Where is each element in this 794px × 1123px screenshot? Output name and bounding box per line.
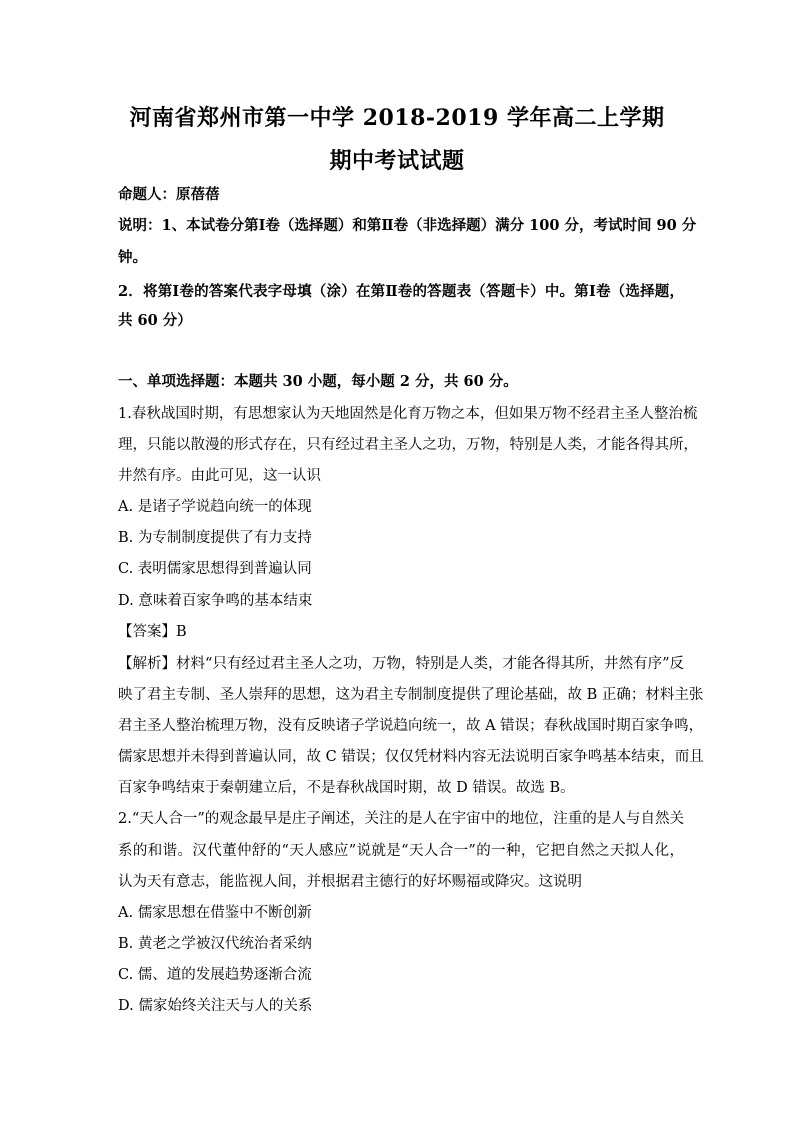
q1-analysis-line: 儒家思想并未得到普遍认同，故 C 错误；仅仅凭材料内容无法说明百家争鸣基本结束，而且 — [118, 749, 704, 765]
q2-stem-line: 认为天有意志，能监视人间，并根据君主德行的好坏赐福或降灾。这说明 — [118, 874, 582, 890]
q2-stem-line: 2.“天人合一”的观念最早是庄子阐述，关注的是人在宇宙中的地位，注重的是人与自然关 — [118, 811, 684, 827]
q1-analysis-line: 君主圣人整治梳理万物，没有反映诸子学说趋向统一，故 A 错误；春秋战国时期百家争鸣， — [118, 718, 704, 734]
q1-option-c: C. 表明儒家思想得到普遍认同 — [118, 561, 312, 577]
q1-analysis-line: 百家争鸣结束于秦朝建立后，不是春秋战国时期，故 D 错误。故选 B。 — [118, 780, 575, 796]
instruction-2-cont: 共 60 分） — [118, 312, 192, 329]
q1-option-d: D. 意味着百家争鸣的基本结束 — [118, 593, 313, 609]
q1-answer: 【答案】B — [118, 624, 187, 640]
q1-analysis-line: 【解析】材料“只有经过君主圣人之功，万物，特别是人类，才能各得其所，井然有序”反 — [118, 656, 684, 672]
q1-stem-line: 井然有序。由此可见，这一认识 — [118, 468, 321, 484]
author-line: 命题人：原蓓蓓 — [118, 186, 220, 203]
document-subtitle: 期中考试试题 — [329, 148, 465, 174]
q1-option-a: A. 是诸子学说趋向统一的体现 — [118, 499, 312, 515]
instruction-1: 说明：1、本试卷分第Ⅰ卷（选择题）和第Ⅱ卷（非选择题）满分 100 分，考试时间 90 分 — [118, 217, 697, 234]
q2-option-c: C. 儒、道的发展趋势逐渐合流 — [118, 967, 312, 983]
q2-option-b: B. 黄老之学被汉代统治者采纳 — [118, 936, 312, 952]
section-heading: 一、单项选择题：本题共 30 小题，每小题 2 分，共 60 分。 — [118, 373, 518, 390]
instruction-1-cont: 钟。 — [118, 249, 147, 266]
q2-option-d: D. 儒家始终关注天与人的关系 — [118, 998, 313, 1014]
q1-analysis-line: 映了君主专制、圣人崇拜的思想，这为君主专制制度提供了理论基础，故 B 正确；材料主张 — [118, 687, 704, 703]
q1-stem-line: 理，只能以散漫的形式存在，只有经过君主圣人之功，万物，特别是人类，才能各得其所， — [118, 437, 698, 453]
instruction-2: 2．将第Ⅰ卷的答案代表字母填（涂）在第Ⅱ卷的答题表（答题卡）中。第Ⅰ卷（选择题， — [118, 283, 684, 300]
q2-stem-line: 系的和谐。汉代董仲舒的“天人感应”说就是“天人合一”的一种，它把自然之天拟人化， — [118, 843, 684, 859]
q2-option-a: A. 儒家思想在借鉴中不断创新 — [118, 905, 312, 921]
q1-option-b: B. 为专制制度提供了有力支持 — [118, 530, 312, 546]
q1-stem-line: 1.春秋战国时期，有思想家认为天地固然是化育万物之本，但如果万物不经君主圣人整治梳 — [118, 406, 698, 422]
document-title: 河南省郑州市第一中学 2018-2019 学年高二上学期 — [129, 105, 665, 131]
